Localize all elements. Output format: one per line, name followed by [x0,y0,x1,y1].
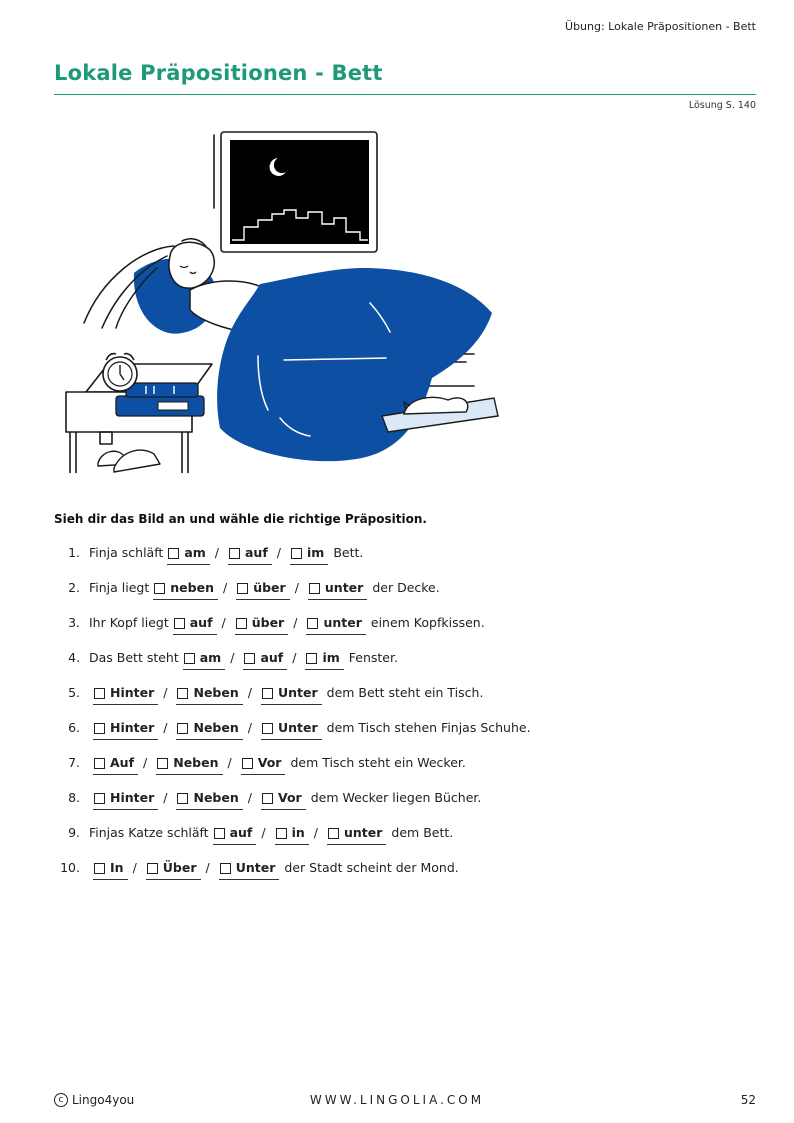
exercise-number: 5. [68,685,80,700]
option-separator: / [214,545,219,560]
window-night-sky [230,140,369,244]
checkbox-icon[interactable] [220,863,231,874]
option-label: im [307,545,325,560]
option-choice[interactable] [167,544,209,565]
exercise-number: 2. [68,580,80,595]
exercise-suffix: Fenster. [348,650,398,665]
option-label: Über [162,860,197,875]
option-choice[interactable] [93,684,158,705]
option-choice[interactable] [235,614,289,635]
option-choice[interactable] [261,719,322,740]
option-label: In [110,860,124,875]
exercise-row [50,719,531,754]
option-choice[interactable] [219,859,280,880]
checkbox-icon[interactable] [177,793,188,804]
exercise-row [50,754,531,789]
option-separator: / [294,580,299,595]
option-choice[interactable] [275,824,309,845]
option-label: Hinter [110,790,155,805]
checkbox-icon[interactable] [94,758,105,769]
option-label: Vor [277,790,302,805]
option-choice[interactable] [153,579,218,600]
checkbox-icon[interactable] [328,828,339,839]
checkbox-icon[interactable] [214,828,225,839]
exercise-suffix: dem Tisch steht ein Wecker. [290,755,466,770]
option-separator: / [227,755,232,770]
exercise-row [50,789,531,824]
option-label: Auf [110,755,135,770]
option-label: Unter [235,860,276,875]
checkbox-icon[interactable] [242,758,253,769]
exercise-number: 10. [60,860,80,875]
option-separator: / [230,650,235,665]
exercise-suffix: der Stadt scheint der Mond. [284,860,459,875]
option-label: Unter [277,720,318,735]
option-choice[interactable] [176,789,242,810]
exercise-suffix: Bett. [333,545,364,560]
checkbox-icon[interactable] [94,688,105,699]
exercise-row [50,579,531,614]
exercise-number: 3. [68,615,80,630]
copyright-text: Lingo4you [72,1093,135,1107]
option-choice[interactable] [146,859,201,880]
header-title: Übung: Lokale Präpositionen - Bett [565,20,756,33]
option-separator: / [247,720,252,735]
option-label: am [184,545,206,560]
exercise-suffix: dem Bett steht ein Tisch. [326,685,484,700]
checkbox-icon[interactable] [147,863,158,874]
option-choice[interactable] [243,649,287,670]
exercise-row [50,544,531,579]
book-top [126,383,198,397]
option-separator: / [132,860,137,875]
option-choice[interactable] [261,789,306,810]
option-label: über [251,615,285,630]
option-separator: / [292,650,297,665]
option-separator: / [163,790,168,805]
exercise-prefix: Finja schläft [89,545,164,560]
option-label: Neben [193,685,239,700]
checkbox-icon[interactable] [174,618,185,629]
option-label: im [322,650,340,665]
option-choice[interactable] [176,684,242,705]
exercise-suffix: dem Tisch stehen Finjas Schuhe. [326,720,531,735]
checkbox-icon[interactable] [177,723,188,734]
exercise-number: 1. [68,545,80,560]
option-separator: / [163,685,168,700]
option-label: in [291,825,305,840]
footer-website[interactable]: WWW.LINGOLIA.COM [309,1093,485,1107]
option-choice[interactable] [93,859,128,880]
page-number: 52 [740,1093,756,1107]
option-choice[interactable] [176,719,242,740]
option-choice[interactable] [261,684,322,705]
checkbox-icon[interactable] [154,583,165,594]
checkbox-icon[interactable] [236,618,247,629]
exercise-number: 4. [68,650,80,665]
option-label: unter [324,580,364,595]
option-choice[interactable] [173,614,217,635]
option-separator: / [205,860,210,875]
option-label: Hinter [110,685,155,700]
exercise-number: 9. [68,825,80,840]
exercise-suffix: einem Kopfkissen. [370,615,485,630]
checkbox-icon[interactable] [276,828,287,839]
checkbox-icon[interactable] [291,548,302,559]
option-choice[interactable] [236,579,290,600]
checkbox-icon[interactable] [94,723,105,734]
exercise-row [50,649,531,684]
checkbox-icon[interactable] [168,548,179,559]
option-separator: / [261,825,266,840]
option-choice[interactable] [93,754,138,775]
exercise-row [50,859,531,894]
option-separator: / [313,825,318,840]
option-choice[interactable] [93,789,158,810]
exercise-number: 6. [68,720,80,735]
option-label: unter [344,825,383,840]
checkbox-icon[interactable] [309,583,320,594]
option-label: Hinter [110,720,155,735]
option-label: unter [323,615,362,630]
option-separator: / [221,615,226,630]
option-separator: / [143,755,148,770]
checkbox-icon[interactable] [229,548,240,559]
checkbox-icon[interactable] [307,618,318,629]
exercise-row [50,824,531,859]
option-choice[interactable] [308,579,367,600]
option-label: auf [229,825,253,840]
checkbox-icon[interactable] [306,653,317,664]
option-choice[interactable] [156,754,222,775]
instruction-text: Sieh dir das Bild an und wähle die richtige Präposition. [54,512,427,526]
checkbox-icon[interactable] [262,723,273,734]
option-label: über [253,580,286,595]
option-separator: / [247,685,252,700]
checkbox-icon[interactable] [237,583,248,594]
checkbox-icon[interactable] [94,793,105,804]
option-choice[interactable] [228,544,272,565]
exercise-suffix: dem Wecker liegen Bücher. [310,790,482,805]
option-separator: / [293,615,298,630]
option-choice[interactable] [93,719,158,740]
option-choice[interactable] [213,824,257,845]
exercise-suffix: der Decke. [372,580,440,595]
option-label: Vor [257,755,282,770]
exercise-prefix: Finjas Katze schläft [89,825,209,840]
exercise-prefix: Das Bett steht [89,650,179,665]
copyright-icon: c [54,1093,68,1107]
option-separator: / [276,545,281,560]
checkbox-icon[interactable] [244,653,255,664]
option-label: Unter [277,685,318,700]
exercise-prefix: Finja liegt [89,580,150,595]
exercise-number: 7. [68,755,80,770]
option-label: neben [170,580,214,595]
option-label: auf [189,615,213,630]
option-choice[interactable] [290,544,328,565]
checkbox-icon[interactable] [94,863,105,874]
page-title: Lokale Präpositionen - Bett [54,61,383,85]
checkbox-icon[interactable] [262,688,273,699]
solution-reference: Lösung S. 140 [688,100,756,111]
bedroom-illustration [62,128,502,483]
option-label: Neben [193,720,239,735]
option-separator: / [163,720,168,735]
option-separator: / [247,790,252,805]
exercise-prefix: Ihr Kopf liegt [89,615,169,630]
checkbox-icon[interactable] [177,688,188,699]
option-choice[interactable] [183,649,225,670]
option-label: am [199,650,222,665]
option-label: auf [260,650,284,665]
checkbox-icon[interactable] [184,653,195,664]
option-choice[interactable] [241,754,286,775]
option-choice[interactable] [306,614,365,635]
option-separator: / [222,580,228,595]
checkbox-icon[interactable] [157,758,168,769]
checkbox-icon[interactable] [262,793,273,804]
exercise-row [50,684,531,719]
exercise-row [50,614,531,649]
option-choice[interactable] [327,824,386,845]
exercise-list [50,544,531,894]
exercise-suffix: dem Bett. [391,825,454,840]
option-label: Neben [173,755,219,770]
option-label: Neben [193,790,239,805]
option-label: auf [245,545,268,560]
option-choice[interactable] [305,649,343,670]
exercise-number: 8. [68,790,80,805]
title-divider [54,94,756,95]
